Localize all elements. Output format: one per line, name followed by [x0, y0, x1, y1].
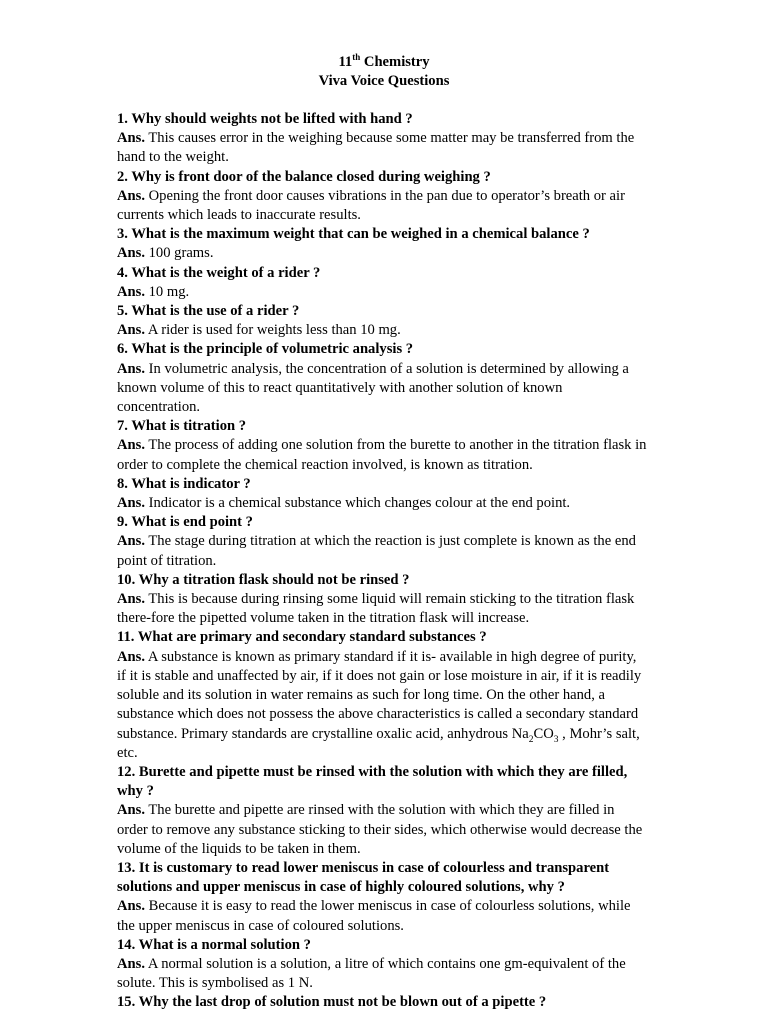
question-15: 15. Why the last drop of solution must not be blown out of a pipette ? — [117, 994, 547, 1011]
ans-label: Ans. — [117, 533, 145, 550]
answer-7: Ans. The process of adding one solution from the burette to another in the titration flask in order to complete the chemical reaction involved, is known as titration. — [117, 437, 647, 473]
ans-label: Ans. — [117, 187, 145, 204]
ans-label: Ans. — [117, 245, 145, 262]
grade-number: 11 — [338, 54, 353, 70]
question-9: 9. What is end point ? — [117, 514, 253, 531]
ans-label: Ans. — [117, 495, 145, 512]
subject-name: Chemistry — [360, 54, 430, 70]
answer-6: Ans. In volumetric analysis, the concentration of a solution is determined by allowing a known volume of this to react quantitatively with another solution of known concentration. — [117, 360, 629, 416]
question-14: 14. What is a normal solution ? — [117, 936, 311, 953]
answer-9: Ans. The stage during titration at which the reaction is just complete is known as the end point of titration. — [117, 533, 636, 569]
ans-label: Ans. — [117, 955, 145, 972]
question-3: 3. What is the maximum weight that can be weighed in a chemical balance ? — [117, 226, 590, 243]
answer-3: Ans. 100 grams. — [117, 245, 214, 262]
question-5: 5. What is the use of a rider ? — [117, 303, 300, 320]
qa-list — [117, 110, 648, 1013]
answer-10: Ans. This is because during rinsing some liquid will remain sticking to the titration flask there-fore the pipetted volume taken in the titration flask will increase. — [117, 591, 635, 627]
ans-label: Ans. — [117, 591, 145, 608]
ans-label: Ans. — [117, 322, 145, 339]
ans-label: Ans. — [117, 648, 145, 665]
answer-12: Ans. The burette and pipette are rinsed with the solution with which they are filled in order to remove any substance sticking to their sides, which otherwise would decrease the volume of the liquids to be taken in them. — [117, 802, 643, 857]
answer-5: Ans. A rider is used for weights less than 10 mg. — [117, 322, 401, 339]
answer-14: Ans. A normal solution is a solution, a litre of which contains one gm-equivalent of the solute. This is symbolised as 1 N. — [117, 955, 626, 992]
ans-label: Ans. — [117, 437, 145, 454]
question-7: 7. What is titration ? — [117, 418, 247, 435]
answer-1: Ans. This causes error in the weighing because some matter may be transferred from the hand to the weight. — [117, 130, 635, 166]
document-subtitle: Viva Voice Questions — [318, 73, 450, 89]
ans-label: Ans. — [117, 802, 145, 819]
document-title — [120, 53, 648, 72]
ans-label: Ans. — [117, 283, 145, 300]
answer-13: Ans. Because it is easy to read the lower meniscus in case of colourless solutions, while the upper meniscus in case of coloured solutions. — [117, 898, 631, 934]
answer-2: Ans. Opening the front door causes vibrations in the pan due to operator’s breath or air currents which leads to inaccurate results. — [117, 187, 625, 224]
ans-label: Ans. — [117, 130, 145, 147]
question-10: 10. Why a titration flask should not be rinsed ? — [117, 571, 410, 588]
answer-8: Ans. Indicator is a chemical substance which changes colour at the end point. — [117, 495, 571, 512]
question-1: 1. Why should weights not be lifted with hand ? — [117, 111, 413, 127]
grade-suffix: th — [352, 52, 361, 63]
answer-11: Ans. A substance is known as primary standard if it is- available in high degree of purity, if it is stable and unaffected by air, if it does not gain or lose moisture in air, if it is readily soluble and its solution in water remains as such for long time. On the other hand, a substance which does not possess the above characteristics is called a secondary standard substance. Primary standards are crystalline oxalic acid, anhydrous $Na_2CO_3$ , Mohr’s salt, etc. — [117, 648, 642, 761]
question-6: 6. What is the principle of volumetric analysis ? — [117, 341, 414, 358]
question-4: 4. What is the weight of a rider ? — [117, 264, 321, 281]
answer-4: Ans. 10 mg. — [117, 283, 190, 300]
question-8: 8. What is indicator ? — [117, 475, 251, 492]
ans-label: Ans. — [117, 360, 145, 377]
ans-label: Ans. — [117, 898, 145, 915]
question-2: 2. Why is front door of the balance closed during weighing ? — [117, 168, 491, 185]
question-11: 11. What are primary and secondary standard substances ? — [117, 629, 487, 646]
question-13: 13. It is customary to read lower meniscus in case of colourless and transparent solutions and upper meniscus in case of highly coloured solutions, why ? — [117, 859, 610, 896]
question-12: 12. Burette and pipette must be rinsed with the solution with which they are filled, why ? — [117, 763, 628, 800]
